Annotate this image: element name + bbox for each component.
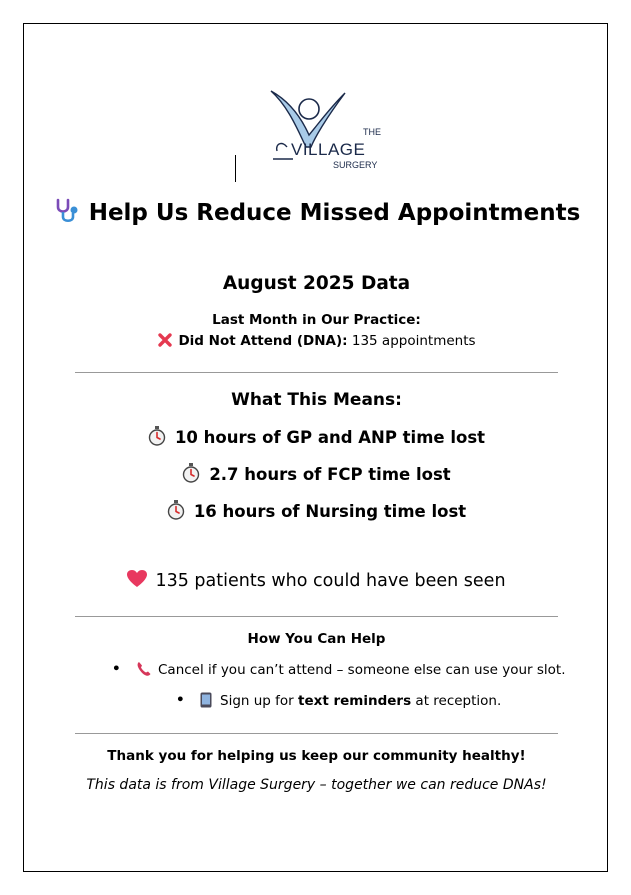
title-text: Help Us Reduce Missed Appointments bbox=[88, 200, 581, 226]
logo-the-text: THE bbox=[363, 127, 381, 137]
dna-label: Did Not Attend (DNA): bbox=[178, 333, 348, 349]
last-month-heading: Last Month in Our Practice: bbox=[212, 312, 421, 328]
how-you-can-help-heading: How You Can Help bbox=[247, 631, 386, 647]
stat-text: 2.7 hours of FCP time lost bbox=[209, 465, 451, 484]
stat-text: 16 hours of Nursing time lost bbox=[193, 502, 467, 521]
divider bbox=[75, 616, 558, 617]
thanks-text: Thank you for helping us keep our community healthy! bbox=[107, 748, 526, 764]
village-surgery-logo bbox=[269, 87, 387, 171]
bullet-dot: • bbox=[112, 661, 121, 677]
bullet-signup bbox=[176, 692, 502, 709]
divider bbox=[75, 372, 558, 373]
mobile-phone-icon bbox=[200, 692, 212, 708]
cancel-text: Cancel if you can’t attend – someone else can use your slot. bbox=[158, 662, 566, 678]
stopwatch-icon bbox=[167, 500, 185, 520]
what-this-means-heading: What This Means: bbox=[231, 390, 402, 410]
stat-gp-anp bbox=[24, 426, 609, 447]
cross-mark-icon bbox=[157, 332, 173, 348]
bullet-dot: • bbox=[176, 692, 185, 708]
stat-text: 10 hours of GP and ANP time lost bbox=[174, 428, 486, 447]
dna-line bbox=[24, 332, 609, 349]
dna-value: 135 appointments bbox=[351, 333, 476, 349]
logo-name-text: VILLAGE bbox=[291, 140, 366, 159]
subtitle: August 2025 Data bbox=[222, 273, 411, 294]
text-cursor bbox=[235, 155, 236, 182]
signup-prefix: Sign up for bbox=[220, 693, 299, 709]
stopwatch-icon bbox=[148, 426, 166, 446]
heart-icon bbox=[127, 570, 147, 588]
signup-suffix: at reception. bbox=[411, 693, 502, 709]
signup-bold: text reminders bbox=[298, 693, 412, 709]
footnote: This data is from Village Surgery – together we can reduce DNAs! bbox=[86, 777, 547, 793]
divider bbox=[75, 733, 558, 734]
stat-fcp bbox=[24, 463, 609, 484]
stopwatch-icon bbox=[182, 463, 200, 483]
stat-nursing bbox=[24, 500, 609, 521]
stethoscope-icon bbox=[53, 198, 83, 224]
document-page bbox=[23, 23, 608, 872]
patients-line bbox=[24, 570, 609, 591]
logo-surgery-text: SURGERY bbox=[333, 160, 378, 170]
patients-text: 135 patients who could have been seen bbox=[155, 571, 506, 591]
phone-icon bbox=[136, 661, 152, 677]
bullet-cancel bbox=[112, 661, 566, 678]
page-title bbox=[24, 196, 609, 230]
